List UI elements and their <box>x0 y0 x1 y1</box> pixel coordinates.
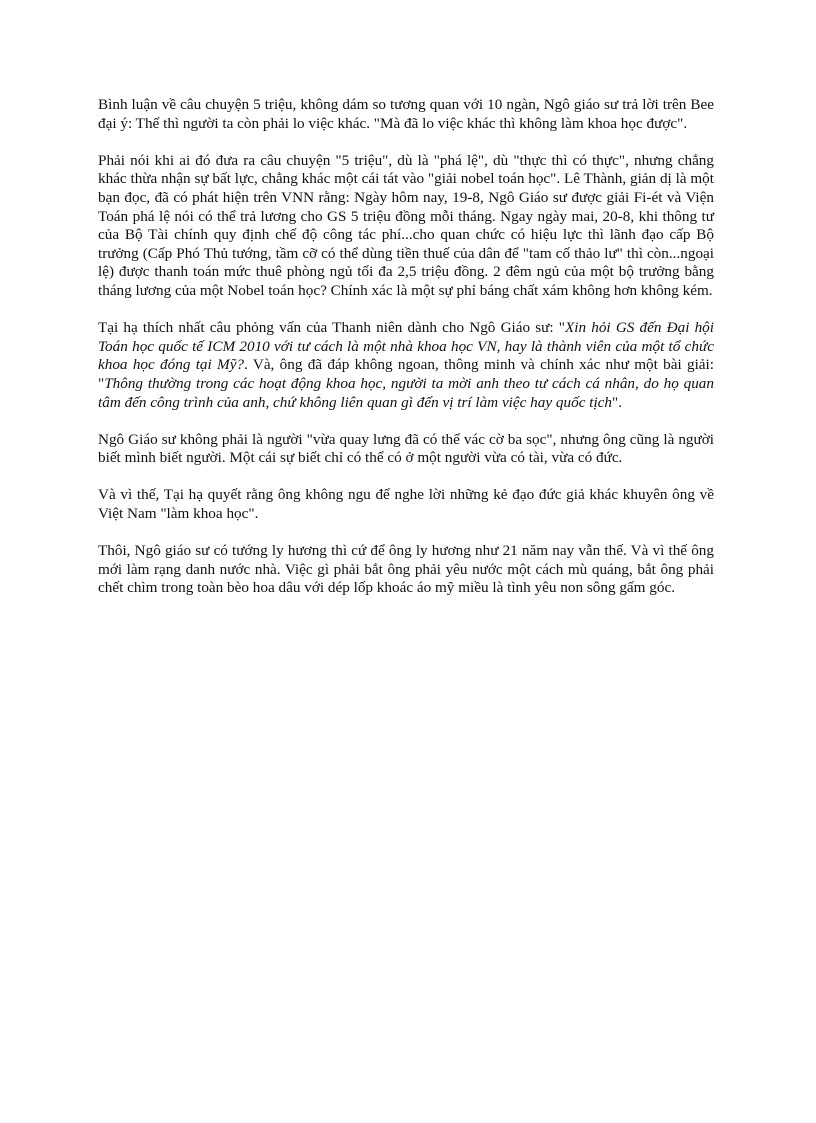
paragraph-5-text: Và vì thế, Tại hạ quyết rằng ông không ngu để nghe lời những kẻ đạo đức giả khác khuyên ông về Việt Nam "làm khoa học". <box>98 486 714 523</box>
paragraph-3-end: ". <box>612 393 623 411</box>
paragraph-1-text: Bình luận về câu chuyện 5 triệu, không dám so tương quan với 10 ngàn, Ngô giáo sư trả lời trên Bee đại ý: Thế thì người ta còn phải lo việc khác. "Mà đã lo việc khác thì không làm khoa học được". <box>98 96 714 132</box>
paragraph-3 <box>98 319 714 412</box>
paragraph-4-text: Ngô Giáo sư không phải là người "vừa quay lưng đã có thể vác cờ ba sọc", nhưng ông cũng là người biết mình biết người. Một cái sự biết chỉ có thể có ở một người vừa có tài, vừa có đức. <box>98 430 714 467</box>
paragraph-2-text: Phải nói khi ai đó đưa ra câu chuyện "5 triệu", dù là "phá lệ", dù "thực thì có thực", nhưng chẳng khác thừa nhận sự bất lực, chẳng khác một cái tát vào "giải nobel toán học". Lê Thành, giản dị là một bạn đọc, đã có phát hiện trên VNN rằng: Ngày hôm nay, 19-8, Ngô Giáo sư được giải Fi-ét và Viện Toán phá lệ nói có thể trả lương cho GS 5 triệu đồng mỗi tháng. Ngay ngày mai, 20-8, khi thông tư của Bộ Tài chính quy định chế độ công tác phí...cho quan chức có hiệu lực thì lãnh đạo cấp Bộ trưởng (Cấp Phó Thủ tướng, tầm cỡ có thể dùng tiền thuế của dân để "tam cố thảo lư" thì còn...ngoại lệ) được thanh toán mức thuê phòng ngủ tối đa 2,5 triệu đồng. 2 đêm ngủ của một bộ trưởng bằng tháng lương của một Nobel toán học? Chính xác là một sự phỉ báng chất xám không hơn không kém. <box>98 151 714 299</box>
paragraph-6-text: Thôi, Ngô giáo sư có tướng ly hương thì cứ để ông ly hương như 21 năm nay vẫn thế. Và vì thế ông mới làm rạng danh nước nhà. Việc gì phải bắt ông phải yêu nước một cách mù quáng, bắt ông phải chết chìm trong toàn bèo hoa dâu với dép lốp khoác áo mỹ miều là tình yêu non sông gấm góc. <box>98 542 714 597</box>
article-body <box>98 96 714 617</box>
paragraph-3-middle: . Và, ông đã đáp không ngoan, thông minh và chính xác như một bài giải: " <box>98 356 714 392</box>
paragraph-6 <box>98 542 714 598</box>
interview-question: Xin hỏi GS đến Đại hội Toán học quốc tế ICM 2010 với tư cách là một nhà khoa học VN, hay là thành viên của một tổ chức khoa học đóng tại Mỹ? <box>98 319 714 374</box>
paragraph-2 <box>98 152 714 301</box>
interview-answer: Thông thường trong các hoạt động khoa học, người ta mời anh theo tư cách cá nhân, do họ quan tâm đến công trình của anh, chứ không liên quan gì đến vị trí làm việc hay quốc tịch <box>98 374 714 411</box>
paragraph-4 <box>98 431 714 468</box>
paragraph-5 <box>98 486 714 523</box>
paragraph-3-intro: Tại hạ thích nhất câu phỏng vấn của Thanh niên dành cho Ngô Giáo sư: " <box>98 319 565 337</box>
paragraph-1 <box>98 96 714 133</box>
